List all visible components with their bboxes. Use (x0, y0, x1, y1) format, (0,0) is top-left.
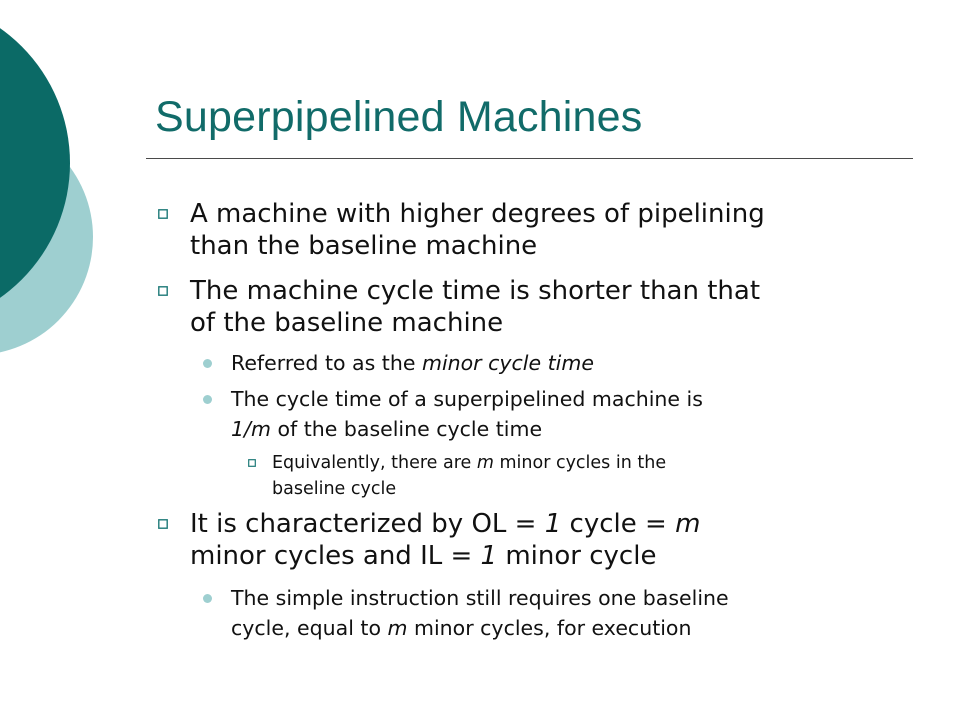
bullet-3-sub-1-line-1: The simple instruction still requires one baseline (231, 586, 729, 610)
bullet-3-line-2-pre: minor cycles and IL = (190, 541, 481, 571)
bullet-1-line-2: than the baseline machine (190, 231, 538, 261)
bullet-1-line-1: A machine with higher degrees of pipelining (190, 199, 765, 229)
bullet-2-sub-2-line-2: of the baseline cycle time (270, 417, 543, 441)
dot-bullet-icon (203, 359, 212, 368)
small-square-bullet-icon (248, 459, 256, 467)
bullet-2-sub-2-sub-1-pre: Equivalently, there are (272, 453, 477, 473)
bullet-2-line-2: of the baseline machine (190, 308, 504, 338)
bullet-3-line-2-post: minor cycle (497, 541, 657, 571)
bullet-2-sub-2-sub-1-line-2: baseline cycle (272, 479, 397, 499)
bullet-2-sub-2-line-1: The cycle time of a superpipelined machine is (231, 387, 703, 411)
bullet-2-sub-1-emphasis: minor cycle time (421, 351, 594, 375)
title-divider (146, 158, 913, 159)
bullet-3-sub-1-emphasis: m (387, 616, 408, 640)
bullet-1 (190, 198, 910, 262)
square-bullet-icon (158, 209, 168, 219)
dot-bullet-icon (203, 594, 212, 603)
bullet-3-line-2-emphasis: 1 (480, 541, 498, 571)
square-bullet-icon (158, 519, 168, 529)
bullet-2-sub-2-emphasis: 1/m (231, 417, 271, 441)
bullet-2 (190, 275, 910, 339)
bullet-3-emphasis-1: 1 (544, 509, 562, 539)
bullet-3-sub-1 (231, 583, 891, 643)
bullet-3-emphasis-2: m (675, 509, 701, 539)
bullet-2-line-1: The machine cycle time is shorter than that (190, 276, 761, 306)
bullet-3-mid: cycle = (561, 509, 676, 539)
bullet-3-sub-1-line-2-post: minor cycles, for execution (407, 616, 692, 640)
bullet-3-sub-1-line-2-pre: cycle, equal to (231, 616, 388, 640)
bullet-2-sub-1-text: Referred to as the (231, 351, 422, 375)
bullet-3 (190, 508, 910, 572)
bullet-2-sub-2-sub-1-post: minor cycles in the (493, 453, 667, 473)
decorative-circles (0, 0, 120, 400)
bullet-2-sub-2-sub-1-emphasis: m (476, 453, 494, 473)
square-bullet-icon (158, 286, 168, 296)
bullet-2-sub-2 (231, 384, 891, 444)
bullet-3-pre: It is characterized by OL = (190, 509, 545, 539)
dot-bullet-icon (203, 395, 212, 404)
bullet-2-sub-1 (231, 348, 891, 378)
slide-title: Superpipelined Machines (155, 93, 643, 141)
bullet-2-sub-2-sub-1 (272, 450, 872, 502)
